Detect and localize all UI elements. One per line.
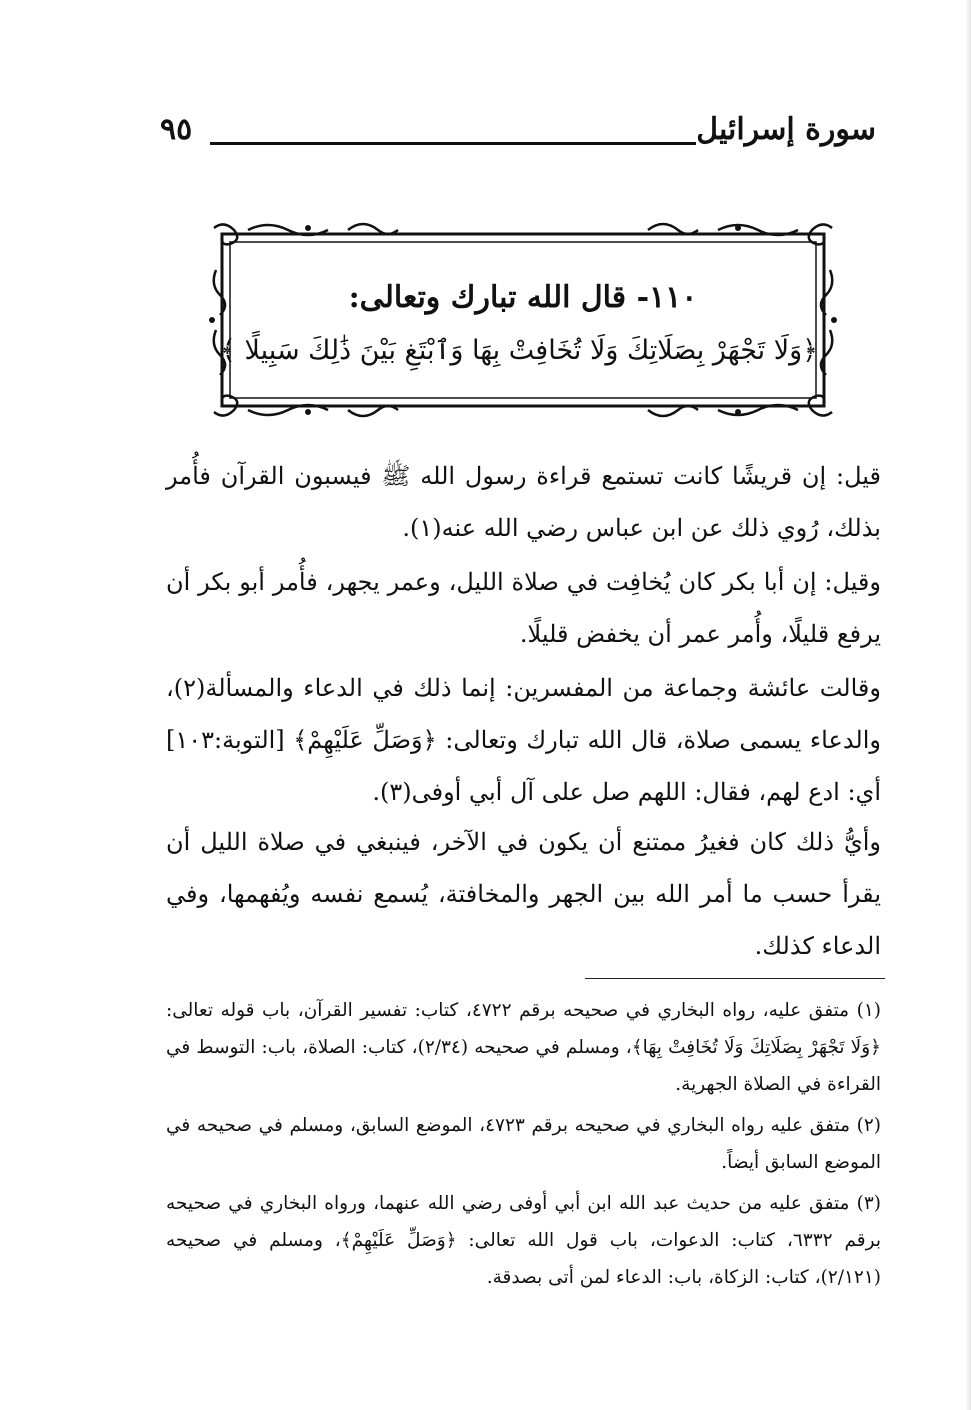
footnote-2: (٢) متفق عليه رواه البخاري في صحيحه برقم ٤٧٢٣، الموضع السابق، ومسلم في صحيحه في الموضع السابق أيضاً. bbox=[166, 1115, 881, 1173]
running-header bbox=[160, 110, 876, 160]
scan-edge-shadow bbox=[965, 0, 971, 1410]
paragraph-text: وقالت عائشة وجماعة من المفسرين: إنما ذلك في الدعاء والمسألة(٢)، والدعاء يسمى صلاة، قال الله تبارك وتعالى: ﴿وَصَلِّ عَلَيْهِمْ﴾ [التوبة:١٠٣] أي: ادع لهم، فقال: اللهم صل على آل أبي أوفى(٣). bbox=[166, 674, 881, 806]
ornament-dots bbox=[209, 225, 837, 415]
ornamental-verse-frame bbox=[208, 220, 838, 420]
surah-title: سورة إسرائيل bbox=[696, 112, 876, 147]
page-number: ٩٥ bbox=[160, 112, 193, 147]
footnotes bbox=[166, 992, 881, 1300]
footnote-3: (٣) متفق عليه من حديث عبد الله ابن أبي أوفى رضي الله عنهما، ورواه البخاري في صحيحه برقم ٦٣٣٢، كتاب: الدعوات، باب قول الله تعالى: ﴿وَصَلِّ عَلَيْهِمْ﴾، ومسلم في صحيحه (٢/١٢١)، كتاب: الزكاة، باب: الدعاء لمن أتى بصدقة. bbox=[166, 1193, 881, 1288]
quran-verse: ﴿وَلَا تَجْهَرْ بِصَلَاتِكَ وَلَا تُخَافِتْ بِهَا وَٱبْتَغِ بَيْنَ ذَٰلِكَ سَبِيلًا ﴾ bbox=[220, 335, 818, 366]
footnote-1: (١) متفق عليه، رواه البخاري في صحيحه برقم ٤٧٢٢، كتاب: تفسير القرآن، باب قوله تعالى: ﴿وَلَا تَجْهَرْ بِصَلَاتِكَ وَلَا تُخَافِتْ بِهَا﴾، ومسلم في صحيحه (٢/٣٤)، كتاب: الصلاة، باب: التوسط في القراءة في الصلاة الجهرية. bbox=[166, 1000, 882, 1095]
footnote-separator bbox=[585, 978, 885, 979]
body-paragraph bbox=[166, 816, 881, 972]
body-paragraph bbox=[166, 556, 881, 660]
paragraph-text: وأيُّ ذلك كان فغيرُ ممتنع أن يكون في الآخر، فينبغي في صلاة الليل أن يقرأ حسب ما أمر الله بين الجهر والمخافتة، يُسمع نفسه ويُفهمها، وفي الدعاء كذلك. bbox=[166, 828, 881, 960]
body-paragraph bbox=[166, 662, 881, 818]
verse-heading: ١١٠- قال الله تبارك وتعالى: bbox=[348, 280, 698, 315]
ornament-border bbox=[208, 220, 838, 420]
body-paragraph bbox=[166, 450, 881, 554]
paragraph-text: قيل: إن قريشًا كانت تستمع قراءة رسول الله ﷺ فيسبون القرآن فأُمر بذلك، رُوي ذلك عن ابن عباس رضي الله عنه(١). bbox=[166, 462, 881, 542]
paragraph-text: وقيل: إن أبا بكر كان يُخافِت في صلاة الليل، وعمر يجهر، فأُمر أبو بكر أن يرفع قليلًا، وأُمر عمر أن يخفض قليلًا. bbox=[166, 568, 881, 648]
header-rule bbox=[210, 142, 696, 145]
scroll-ornaments bbox=[214, 224, 833, 416]
